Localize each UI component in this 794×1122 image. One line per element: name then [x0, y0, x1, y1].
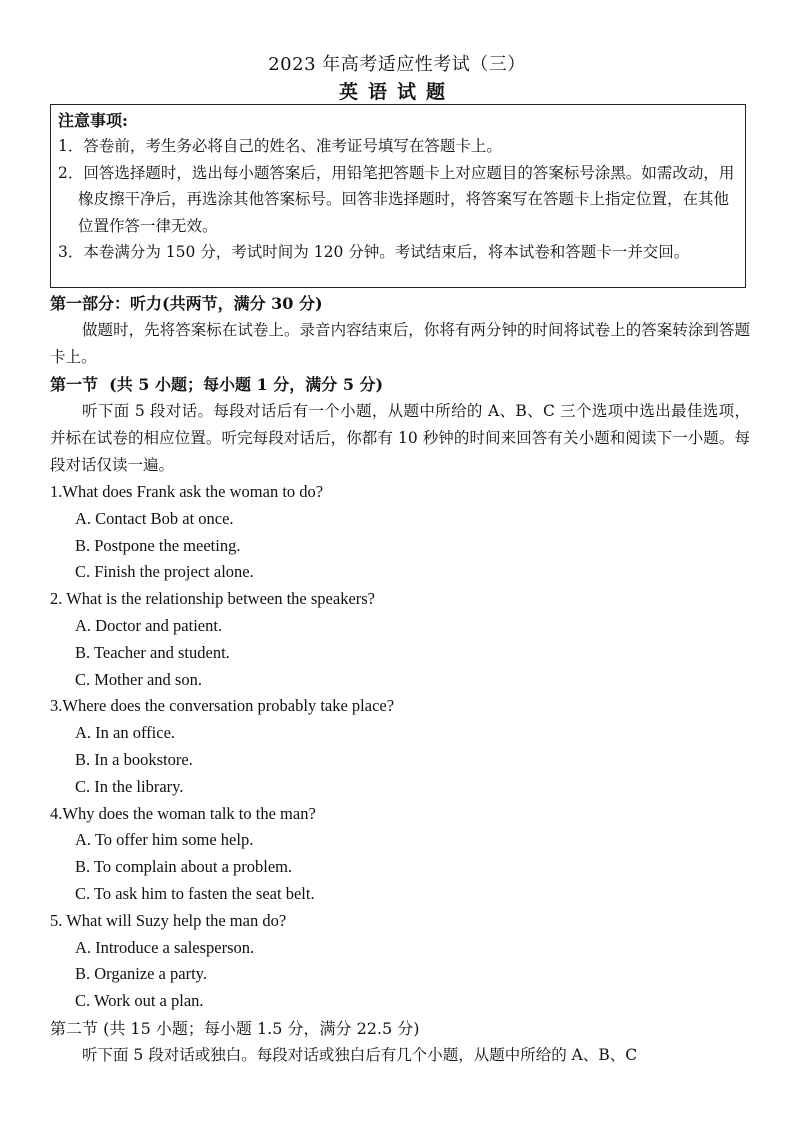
option-a: A. To offer him some help. [75, 830, 254, 850]
notice-box [50, 104, 746, 288]
question-text: 1.What does Frank ask the woman to do? [50, 482, 324, 501]
section1-detail: (共 5 小题；每小题 1 分，满分 5 分) [109, 375, 384, 394]
question-2 [50, 586, 750, 693]
option-c: C. Work out a plan. [75, 991, 204, 1011]
part1-heading: 第一部分：听力(共两节，满分 30 分) [50, 294, 323, 313]
part1-instruction: 做题时，先将答案标在试卷上。录音内容结束后，你将有两分钟的时间将试卷上的答案转涂到答题卡上。 [50, 321, 750, 366]
section2-heading [50, 1015, 750, 1042]
question-text: 5. What will Suzy help the man do? [50, 910, 287, 930]
option-b: B. In a bookstore. [75, 749, 193, 769]
option-c: C. To ask him to fasten the seat belt. [75, 883, 315, 903]
question-3 [50, 693, 750, 800]
notice-item-1: 1．答卷前，考生务必将自己的姓名、准考证号填写在答题卡上。 [58, 137, 502, 155]
option-a: A. Contact Bob at once. [75, 508, 234, 528]
notice-item-2: 2．回答选择题时，选出每小题答案后，用铅笔把答题卡上对应题目的答案标号涂黑。如需改动，用橡皮擦干净后，再选涂其他答案标号。回答非选择题时，将答案写在答题卡上指定位置，在其他位置作答一律无效。 [58, 163, 735, 235]
section1-instruction: 听下面 5 段对话。每段对话后有一个小题，从题中所给的 A、B、C 三个选项中选出最佳选项，并标在试卷的相应位置。听完每段对话后，你都有 10 秒钟的时间来回答有关小题和阅读下一小题。每段对话仅读一遍。 [50, 402, 750, 474]
option-b: B. Teacher and student. [75, 642, 230, 662]
section1-heading [50, 371, 750, 398]
question-text: 4.Why does the woman talk to the man? [50, 803, 316, 823]
question-1 [50, 479, 750, 586]
question-text: 2. What is the relationship between the speakers? [50, 589, 376, 609]
option-c: C. Mother and son. [75, 669, 202, 689]
section2-heading-text: 第二节 (共 15 小题；每小题 1.5 分，满分 22.5 分) [50, 1018, 420, 1038]
option-b: B. Postpone the meeting. [75, 535, 241, 555]
section2-instruction: 听下面 5 段对话或独白。每段对话或独白后有几个小题，从题中所给的 A、B、C [82, 1045, 638, 1064]
option-a: A. Introduce a salesperson. [75, 937, 255, 957]
exam-title: 2023 年高考适应性考试（三） [268, 54, 526, 75]
notice-item-3: 3．本卷满分为 150 分，考试时间为 120 分钟。考试结束后，将本试卷和答题卡一并交回。 [58, 243, 690, 261]
option-a: A. Doctor and patient. [75, 615, 223, 635]
option-c: C. Finish the project alone. [75, 562, 254, 582]
question-5 [50, 908, 750, 1015]
notice-heading: 注意事项: [58, 111, 128, 130]
option-c: C. In the library. [75, 776, 184, 796]
option-a: A. In an office. [75, 723, 176, 743]
section1-label: 第一节 [50, 375, 99, 394]
option-b: B. To complain about a problem. [75, 857, 293, 877]
subject-title: 英语试题 [338, 81, 455, 103]
option-b: B. Organize a party. [75, 964, 207, 984]
exam-body [50, 290, 750, 1069]
question-4 [50, 801, 750, 908]
question-text: 3.Where does the conversation probably take place? [50, 696, 395, 716]
